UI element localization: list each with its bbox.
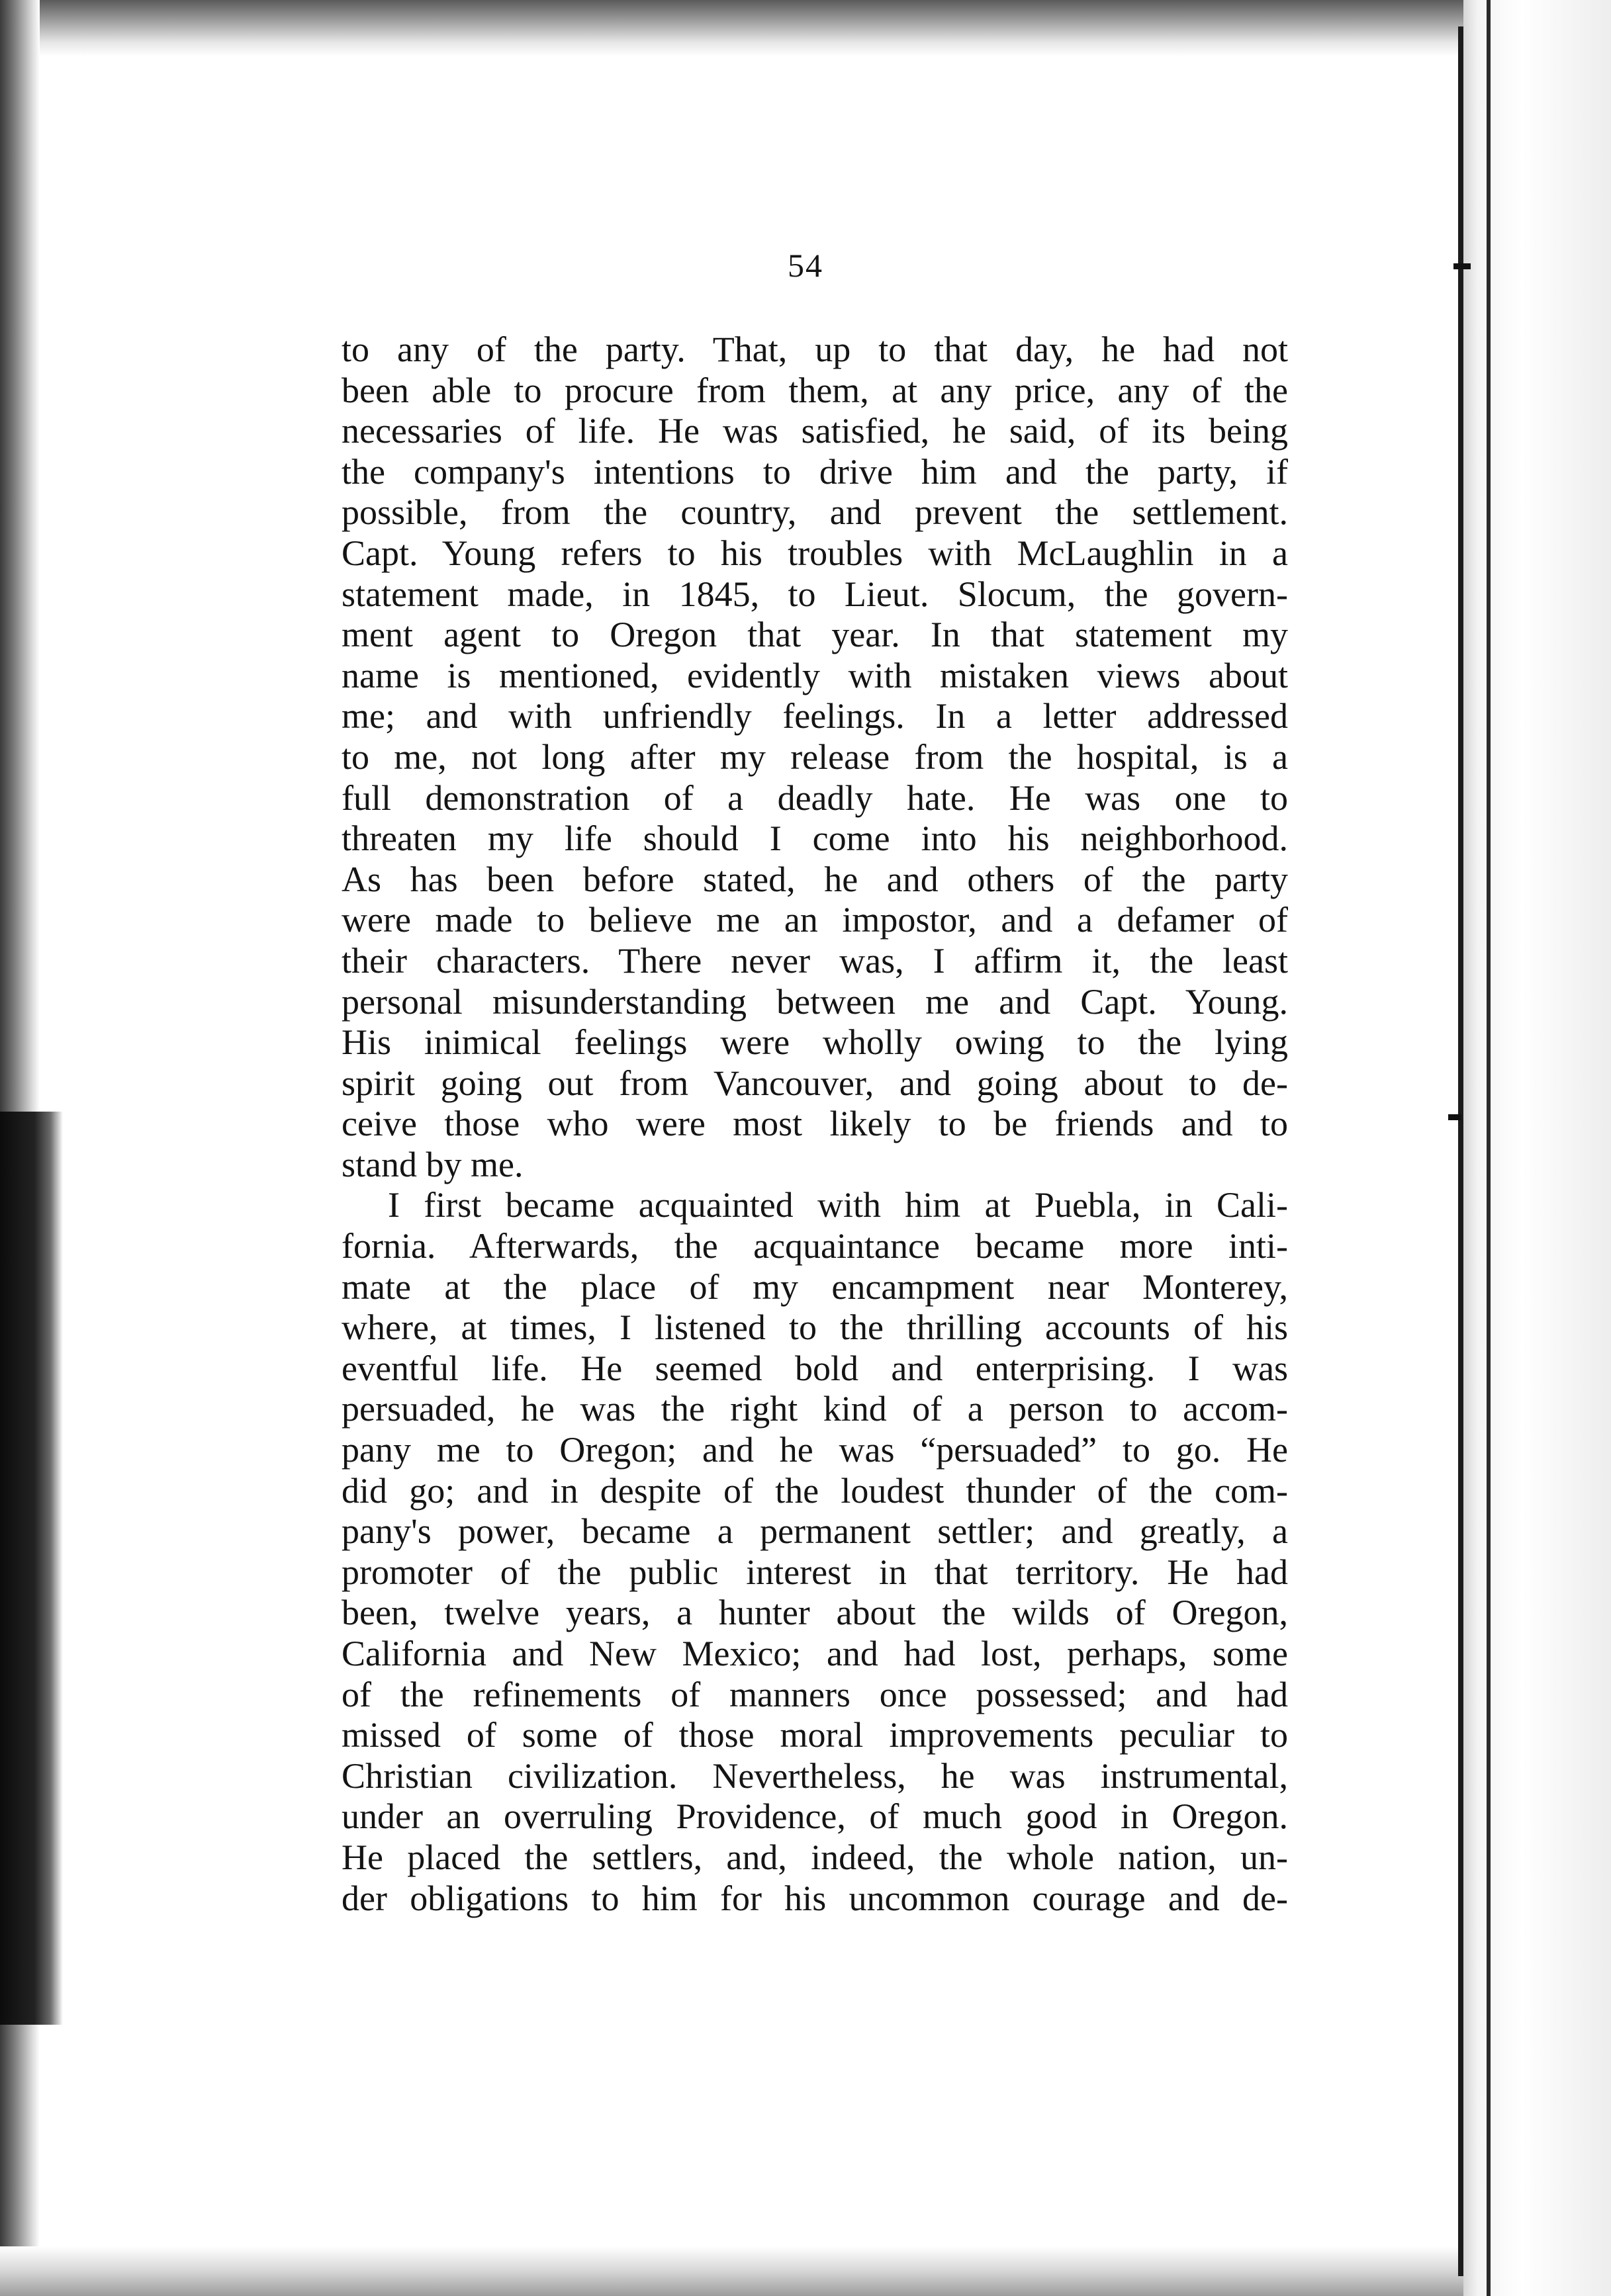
scan-edge-top (0, 0, 1611, 56)
scan-edge-bottom (0, 2246, 1611, 2296)
text-line: He placed the settlers, and, indeed, the whole nation, un- (342, 1837, 1288, 1877)
text-line: California and New Mexico; and had lost, perhaps, some (342, 1634, 1288, 1673)
book-spine-shadow (0, 1112, 63, 2025)
text-line: their characters. There never was, I affirm it, the least (342, 940, 1288, 981)
text-line: were made to believe me an impostor, and a defamer of (342, 900, 1288, 940)
text-line: His inimical feelings were wholly owing to the lying (342, 1022, 1288, 1063)
text-line: spirit going out from Vancouver, and going about to de- (342, 1063, 1288, 1103)
facing-page-edge (1487, 0, 1491, 2296)
gutter-mark (1448, 1114, 1461, 1120)
text-line: to me, not long after my release from the hospital, is a (342, 736, 1288, 777)
text-line: fornia. Afterwards, the acquaintance became more inti- (342, 1226, 1288, 1266)
text-line: been, twelve years, a hunter about the wilds of Oregon, (342, 1593, 1288, 1633)
text-line: missed of some of those moral improvements peculiar to (342, 1715, 1288, 1755)
text-line: ment agent to Oregon that year. In that statement my (342, 615, 1288, 655)
text-line: pany me to Oregon; and he was “persuaded” to go. He (342, 1430, 1288, 1470)
body-text (342, 330, 1288, 1919)
facing-page-strip (1463, 0, 1611, 2296)
text-line: statement made, in 1845, to Lieut. Slocum, the govern- (342, 574, 1288, 614)
text-line: did go; and in despite of the loudest thunder of the com- (342, 1470, 1288, 1511)
text-line: the company's intentions to drive him and the party, if (342, 451, 1288, 492)
page-gutter-line (1458, 26, 1463, 2276)
text-line: been able to procure from them, at any price, any of the (342, 370, 1288, 410)
text-line: mate at the place of my encampment near Monterey, (342, 1266, 1288, 1307)
text-line: name is mentioned, evidently with mistaken views about (342, 655, 1288, 695)
text-line: eventful life. He seemed bold and enterprising. I was (342, 1348, 1288, 1388)
text-line: pany's power, became a permanent settler; and greatly, a (342, 1511, 1288, 1552)
text-line: threaten my life should I come into his neighborhood. (342, 818, 1288, 859)
text-line: promoter of the public interest in that territory. He had (342, 1552, 1288, 1592)
text-line: Christian civilization. Nevertheless, he was instrumental, (342, 1755, 1288, 1796)
paragraph-first-line: I first became acquainted with him at Puebla, in Cali- (388, 1185, 1288, 1225)
text-line: ceive those who were most likely to be friends and to (342, 1104, 1288, 1144)
text-line: under an overruling Providence, of much good in Oregon. (342, 1796, 1288, 1837)
text-line: necessaries of life. He was satisfied, he said, of its being (342, 411, 1288, 451)
text-line: of the refinements of manners once possessed; and had (342, 1674, 1288, 1714)
paragraph-end-line: stand by me. (342, 1144, 524, 1184)
text-line: Capt. Young refers to his troubles with McLaughlin in a (342, 533, 1288, 573)
text-line: full demonstration of a deadly hate. He was one to (342, 777, 1288, 818)
text-line: As has been before stated, he and others of the party (342, 859, 1288, 899)
text-line: where, at times, I listened to the thrilling accounts of his (342, 1307, 1288, 1348)
page-number: 54 (788, 247, 823, 284)
text-line: possible, from the country, and prevent the settlement. (342, 492, 1288, 533)
text-line: personal misunderstanding between me and Capt. Young. (342, 981, 1288, 1022)
text-line: persuaded, he was the right kind of a person to accom- (342, 1389, 1288, 1429)
text-line: to any of the party. That, up to that day, he had not (342, 330, 1288, 369)
text-line: der obligations to him for his uncommon courage and de- (342, 1878, 1288, 1918)
text-line: me; and with unfriendly feelings. In a letter addressed (342, 696, 1288, 736)
